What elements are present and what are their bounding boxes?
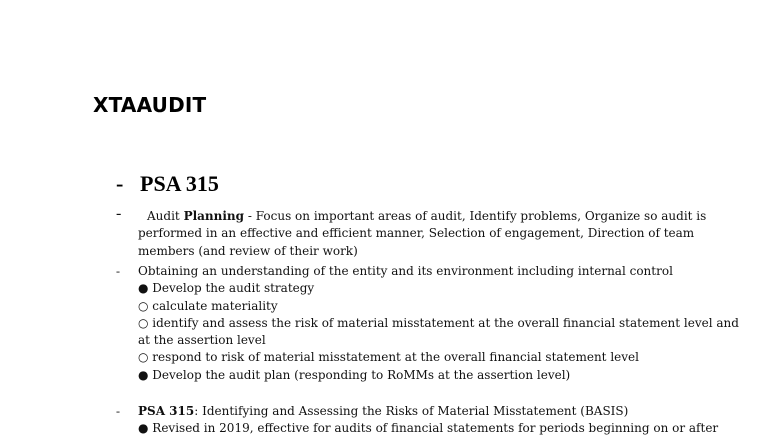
item-dash: - [116, 205, 122, 222]
item-dash: - [116, 404, 120, 418]
item-bold-term: Planning [183, 209, 245, 223]
heading-text: PSA 315 [140, 171, 219, 196]
document-title: XTAAUDIT [93, 93, 207, 117]
item-text: - Focus on important areas of audit, Identify problems, Organize so audit is [244, 209, 707, 223]
section-heading [116, 171, 219, 197]
list-item-audit-planning [116, 205, 716, 260]
bullet-line: ○ identify and assess the risk of material misstatement at the overall financial statement level and [138, 315, 739, 330]
bullet-line: ● Revised in 2019, effective for audits of financial statements for periods beginning on or after [138, 421, 719, 436]
bullet-line: ● Develop the audit strategy [138, 281, 315, 296]
item-prefix: Audit [147, 209, 184, 223]
item-line [138, 403, 716, 420]
item-bold-term: PSA 315 [138, 404, 195, 418]
item-line: members (and review of their work) [138, 243, 358, 258]
bullet-line: ○ calculate materiality [138, 298, 278, 313]
list-item-psa315-identifying [116, 403, 719, 438]
item-text: : Identifying and Assessing the Risks of Material Misstatement (BASIS) [194, 404, 629, 418]
bullet-line: at the assertion level [138, 333, 266, 348]
heading-dash: - [116, 171, 124, 196]
item-line: Obtaining an understanding of the entity and its environment including internal control [138, 264, 673, 278]
bullet-line: ● Develop the audit plan (responding to RoMMs at the assertion level) [138, 367, 571, 382]
item-line: performed in an effective and efficient manner, Selection of engagement, Direction of team [138, 226, 695, 241]
bullet-line: ○ respond to risk of material misstatement at the overall financial statement level [138, 350, 639, 365]
item-dash: - [116, 264, 120, 278]
item-line [138, 208, 716, 225]
list-item-understanding-entity [116, 263, 739, 384]
